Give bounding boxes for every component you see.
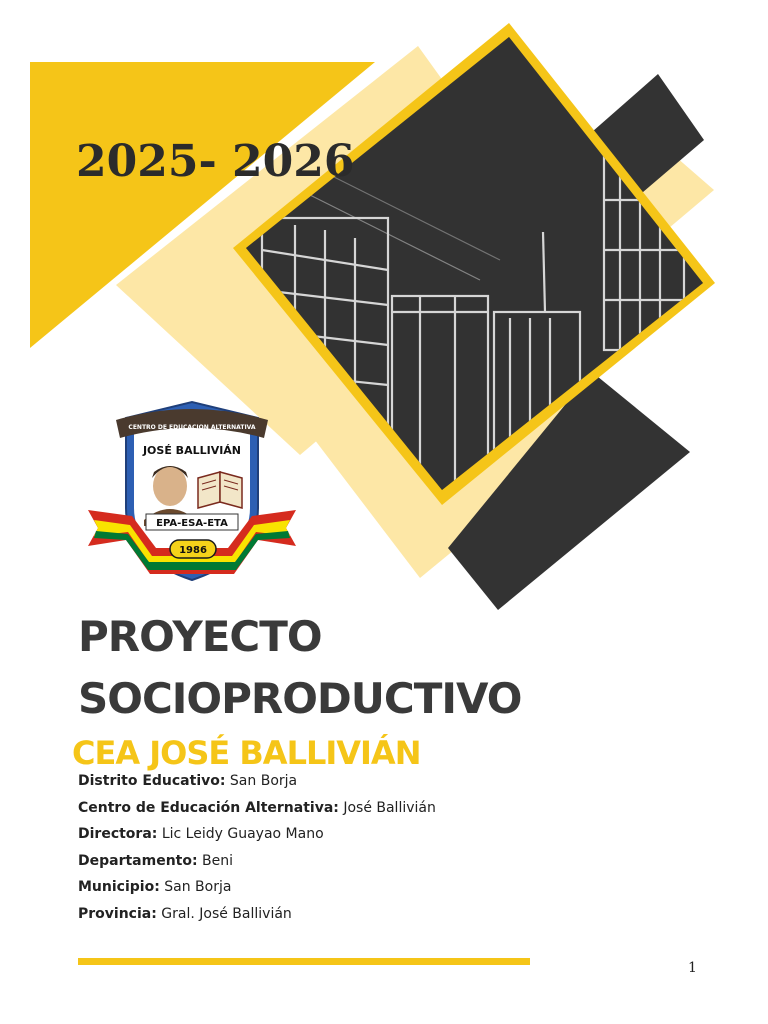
detail-value: San Borja bbox=[225, 773, 298, 789]
logo-name-text: JOSÉ BALLIVIÁN bbox=[142, 444, 242, 457]
cea-subtitle: CEA JOSÉ BALLIVIÁN bbox=[72, 734, 421, 772]
detail-row-director bbox=[78, 823, 436, 850]
detail-value: San Borja bbox=[159, 879, 232, 895]
footer-accent-bar bbox=[78, 958, 530, 965]
page-number: 1 bbox=[688, 960, 697, 976]
logo-levels-text: EPA-ESA-ETA bbox=[156, 518, 228, 529]
detail-value: Beni bbox=[197, 852, 234, 869]
detail-row-province bbox=[78, 903, 436, 930]
detail-row-center bbox=[78, 797, 436, 824]
project-title bbox=[78, 606, 521, 730]
detail-label: Municipio: bbox=[78, 879, 160, 895]
detail-label: Centro de Educación Alternativa: bbox=[78, 799, 339, 816]
detail-value: Gral. José Ballivián bbox=[156, 905, 292, 922]
school-details bbox=[78, 770, 436, 929]
school-year: 2025- 2026 bbox=[76, 136, 355, 187]
detail-value: José Ballivián bbox=[338, 799, 436, 816]
school-logo bbox=[86, 398, 298, 588]
detail-row-municipality bbox=[78, 876, 436, 903]
logo-top-ribbon-text: CENTRO DE EDUCACION ALTERNATIVA bbox=[128, 424, 256, 431]
detail-row-department bbox=[78, 850, 436, 877]
detail-row-district bbox=[78, 770, 436, 797]
project-title-line1: PROYECTO bbox=[78, 612, 322, 661]
detail-label: Distrito Educativo: bbox=[78, 773, 226, 789]
detail-label: Departamento: bbox=[78, 852, 198, 869]
detail-label: Directora: bbox=[78, 826, 158, 842]
detail-label: Provincia: bbox=[78, 905, 157, 922]
logo-founded-text: 1986 bbox=[179, 545, 207, 556]
project-title-line2: SOCIOPRODUCTIVO bbox=[78, 674, 522, 723]
open-book-icon bbox=[198, 472, 242, 508]
detail-value: Lic Leidy Guayao Mano bbox=[157, 826, 324, 842]
